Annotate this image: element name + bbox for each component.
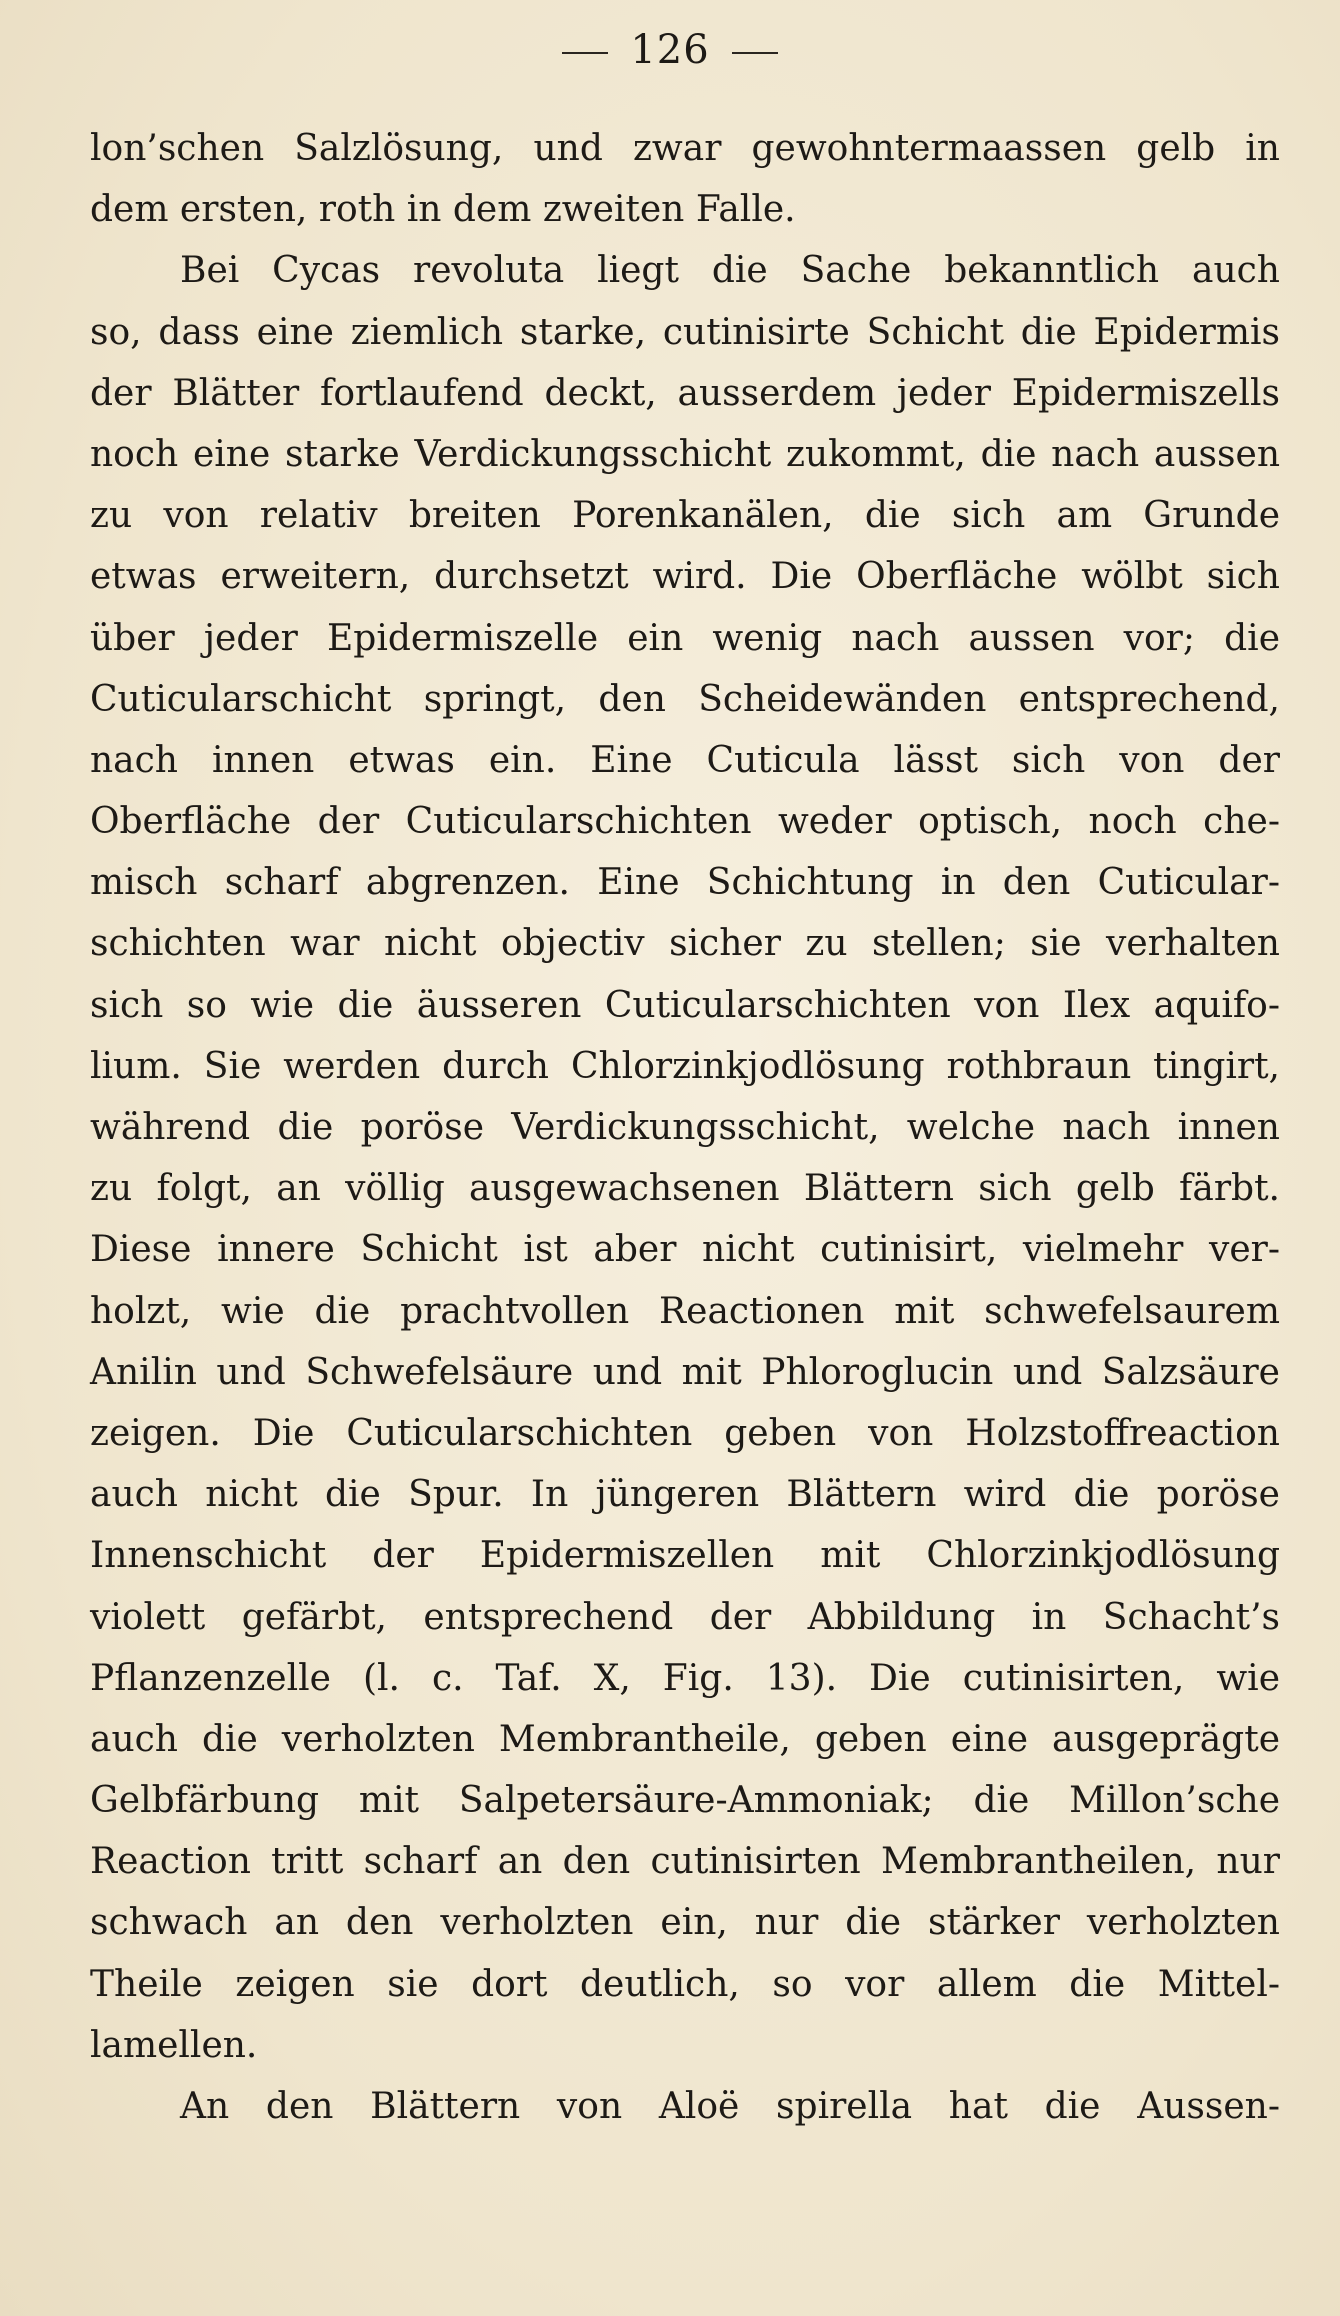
text-line: violett gefärbt, entsprechend der Abbildung in Schacht’s [90, 1596, 1280, 1638]
text-line: schwach an den verholzten ein, nur die stärker verholzten [90, 1902, 1280, 1944]
text-line: so, dass eine ziemlich starke, cutinisirte Schicht die Epidermis [90, 311, 1280, 353]
text-line: Reaction tritt scharf an den cutinisirten Membrantheilen, nur [90, 1841, 1280, 1883]
text-line: Innenschicht der Epidermiszellen mit Chlorzinkjodlösung [90, 1535, 1280, 1577]
header-dash-right [732, 52, 778, 54]
text-line: über jeder Epidermiszelle ein wenig nach aussen vor; die [90, 617, 1280, 659]
text-line: zeigen. Die Cuticularschichten geben von Holzstoffreaction [90, 1412, 1280, 1454]
text-line: Pflanzenzelle (l. c. Taf. X, Fig. 13). Die cutinisirten, wie [90, 1657, 1280, 1699]
text-line: nach innen etwas ein. Eine Cuticula lässt sich von der [90, 739, 1280, 781]
text-line: etwas erweitern, durchsetzt wird. Die Oberfläche wölbt sich [90, 556, 1280, 598]
page-header [0, 22, 1340, 78]
text-line: Bei Cycas revoluta liegt die Sache bekanntlich auch [180, 250, 1280, 292]
text-line: dem ersten, roth in dem zweiten Falle. [90, 189, 796, 231]
text-line: der Blätter fortlaufend deckt, ausserdem jeder Epidermiszells [90, 372, 1280, 414]
text-line: noch eine starke Verdickungsschicht zukommt, die nach aussen [90, 433, 1280, 475]
text-line: lon’schen Salzlösung, und zwar gewohntermaassen gelb in [90, 128, 1280, 169]
text-line: während die poröse Verdickungsschicht, welche nach innen [90, 1107, 1280, 1148]
text-line: holzt, wie die prachtvollen Reactionen mit schwefelsaurem [90, 1290, 1280, 1332]
text-line: Diese innere Schicht ist aber nicht cutinisirt, vielmehr ver- [90, 1229, 1280, 1271]
text-line: misch scharf abgrenzen. Eine Schichtung in den Cuticular- [90, 862, 1280, 904]
text-line: schichten war nicht objectiv sicher zu stellen; sie verhalten [90, 923, 1280, 965]
text-line: zu folgt, an völlig ausgewachsenen Blättern sich gelb färbt. [90, 1168, 1280, 1210]
text-line: Theile zeigen sie dort deutlich, so vor allem die Mittel- [90, 1963, 1280, 2005]
text-line: zu von relativ breiten Porenkanälen, die sich am Grunde [90, 495, 1280, 537]
text-line: auch die verholzten Membrantheile, geben eine ausgeprägte [90, 1718, 1280, 1760]
text-line: Oberfläche der Cuticularschichten weder optisch, noch che- [90, 801, 1280, 843]
text-line: lium. Sie werden durch Chlorzinkjodlösung rothbraun tingirt, [90, 1045, 1280, 1087]
text-line: sich so wie die äusseren Cuticularschichten von Ilex aquifo- [90, 984, 1280, 1026]
text-line: An den Blättern von Aloë spirella hat die Aussen- [180, 2086, 1280, 2127]
text-line: Anilin und Schwefelsäure und mit Phloroglucin und Salzsäure [90, 1351, 1280, 1393]
text-line: auch nicht die Spur. In jüngeren Blättern wird die poröse [90, 1474, 1280, 1516]
header-dash-left [562, 52, 608, 54]
text-line: lamellen. [90, 2024, 258, 2066]
body-text [90, 118, 1280, 2137]
page-number: 126 [630, 27, 710, 73]
text-line: Cuticularschicht springt, den Scheidewänden entsprechend, [90, 678, 1280, 720]
text-line: Gelbfärbung mit Salpetersäure-Ammoniak; die Millon’sche [90, 1780, 1280, 1822]
